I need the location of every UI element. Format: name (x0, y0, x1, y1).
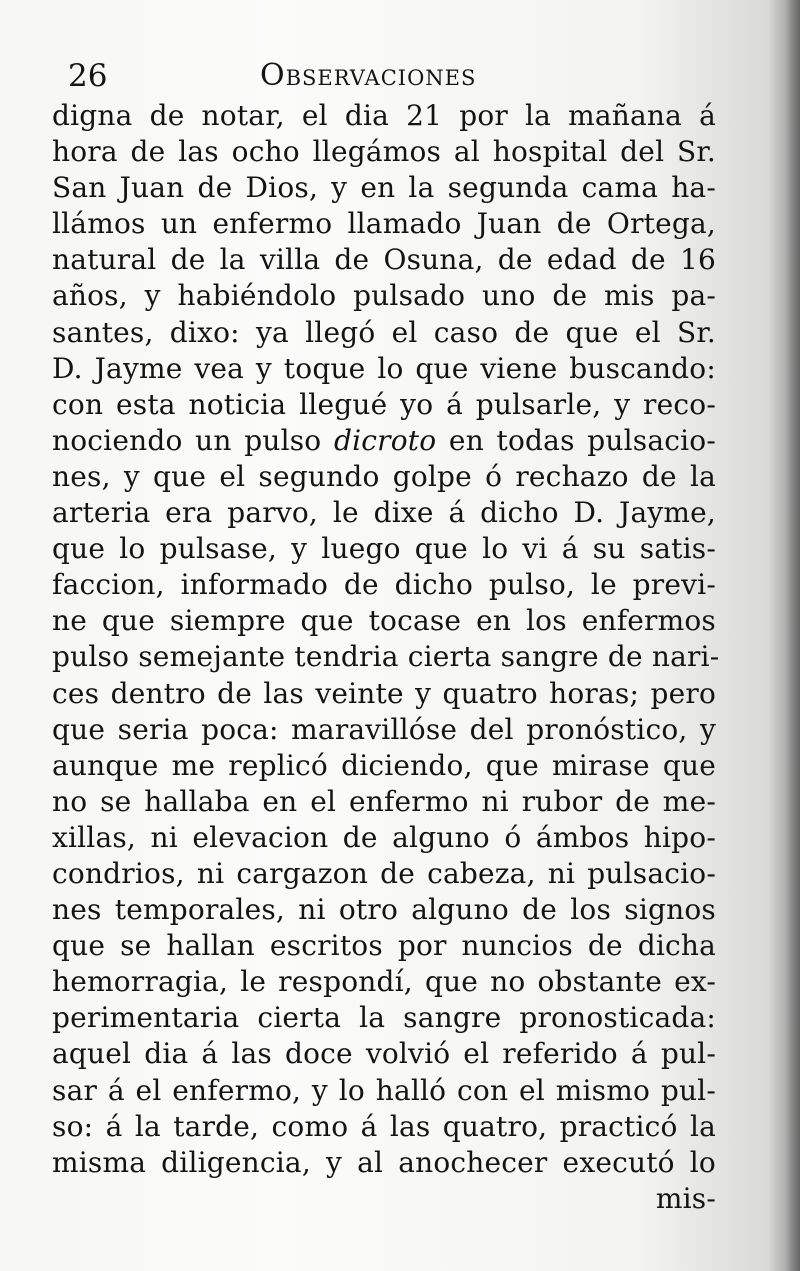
text-line: misma diligencia, y al anochecer executó lo (52, 1145, 716, 1179)
text-line: santes, dixo: ya llegó el caso de que el Sr. (52, 315, 716, 349)
text-line: so: á la tarde, como á las quatro, practicó la (52, 1109, 716, 1143)
text-line: San Juan de Dios, y en la segunda cama ha- (52, 171, 716, 205)
text-line: hora de las ocho llegámos al hospital del Sr. (52, 135, 716, 169)
text-line: xillas, ni elevacion de alguno ó ámbos hipo- (52, 820, 716, 854)
text-line: nes, y que el segundo golpe ó rechazo de la (52, 459, 716, 493)
running-title: Observaciones (260, 58, 477, 93)
text-line: digna de notar, el dia 21 por la mañana á (52, 99, 716, 132)
text-line: nes temporales, ni otro alguno de los signos (52, 893, 716, 927)
text-line: hemorragia, le respondí, que no obstante ex- (52, 965, 716, 999)
text-line: ne que siempre que tocase en los enfermos (52, 604, 716, 638)
catchword: mis- (655, 1181, 716, 1215)
text-line: con esta noticia llegué yo á pulsarle, y reco- (52, 387, 716, 421)
text-line: años, y habiéndolo pulsado uno de mis pa- (52, 279, 716, 313)
page-number: 26 (68, 58, 108, 94)
text-line: D. Jayme vea y toque lo que viene buscando: (52, 351, 716, 385)
text-line: sar á el enfermo, y lo halló con el mismo pul- (52, 1073, 716, 1107)
text-line: que seria poca: maravillóse del pronóstico, y (52, 712, 716, 746)
text-line: arteria era parvo, le dixe á dicho D. Jayme, (52, 496, 716, 530)
text-line: perimentaria cierta la sangre pronosticada: (52, 1001, 716, 1035)
text-line: que lo pulsase, y luego que lo vi á su satis- (52, 532, 716, 566)
text-line: pulso semejante tendria cierta sangre de nari- (52, 640, 720, 674)
text-line: que se hallan escritos por nuncios de dicha (52, 929, 716, 963)
running-head (60, 54, 720, 98)
text-line: aunque me replicó diciendo, que mirase que (52, 748, 716, 782)
text-line: condrios, ni cargazon de cabeza, ni pulsacio- (52, 856, 716, 890)
text-fragment: nociendo un pulso (52, 423, 334, 457)
text-line: llámos un enfermo llamado Juan de Ortega, (52, 207, 716, 241)
text-line: natural de la villa de Osuna, de edad de 16 (52, 243, 716, 277)
page-edge-shadow (786, 0, 800, 1271)
text-line: aquel dia á las doce volvió el referido á pul- (52, 1037, 716, 1071)
text-line: faccion, informado de dicho pulso, le previ- (52, 568, 716, 602)
text-line (52, 423, 716, 459)
text-fragment: en todas pulsacio- (436, 423, 716, 457)
text-line: ces dentro de las veinte y quatro horas; pero (52, 676, 716, 710)
body-text (52, 98, 720, 1217)
italic-term: dicroto (333, 423, 437, 457)
text-line: no se hallaba en el enfermo ni rubor de me- (52, 784, 716, 818)
